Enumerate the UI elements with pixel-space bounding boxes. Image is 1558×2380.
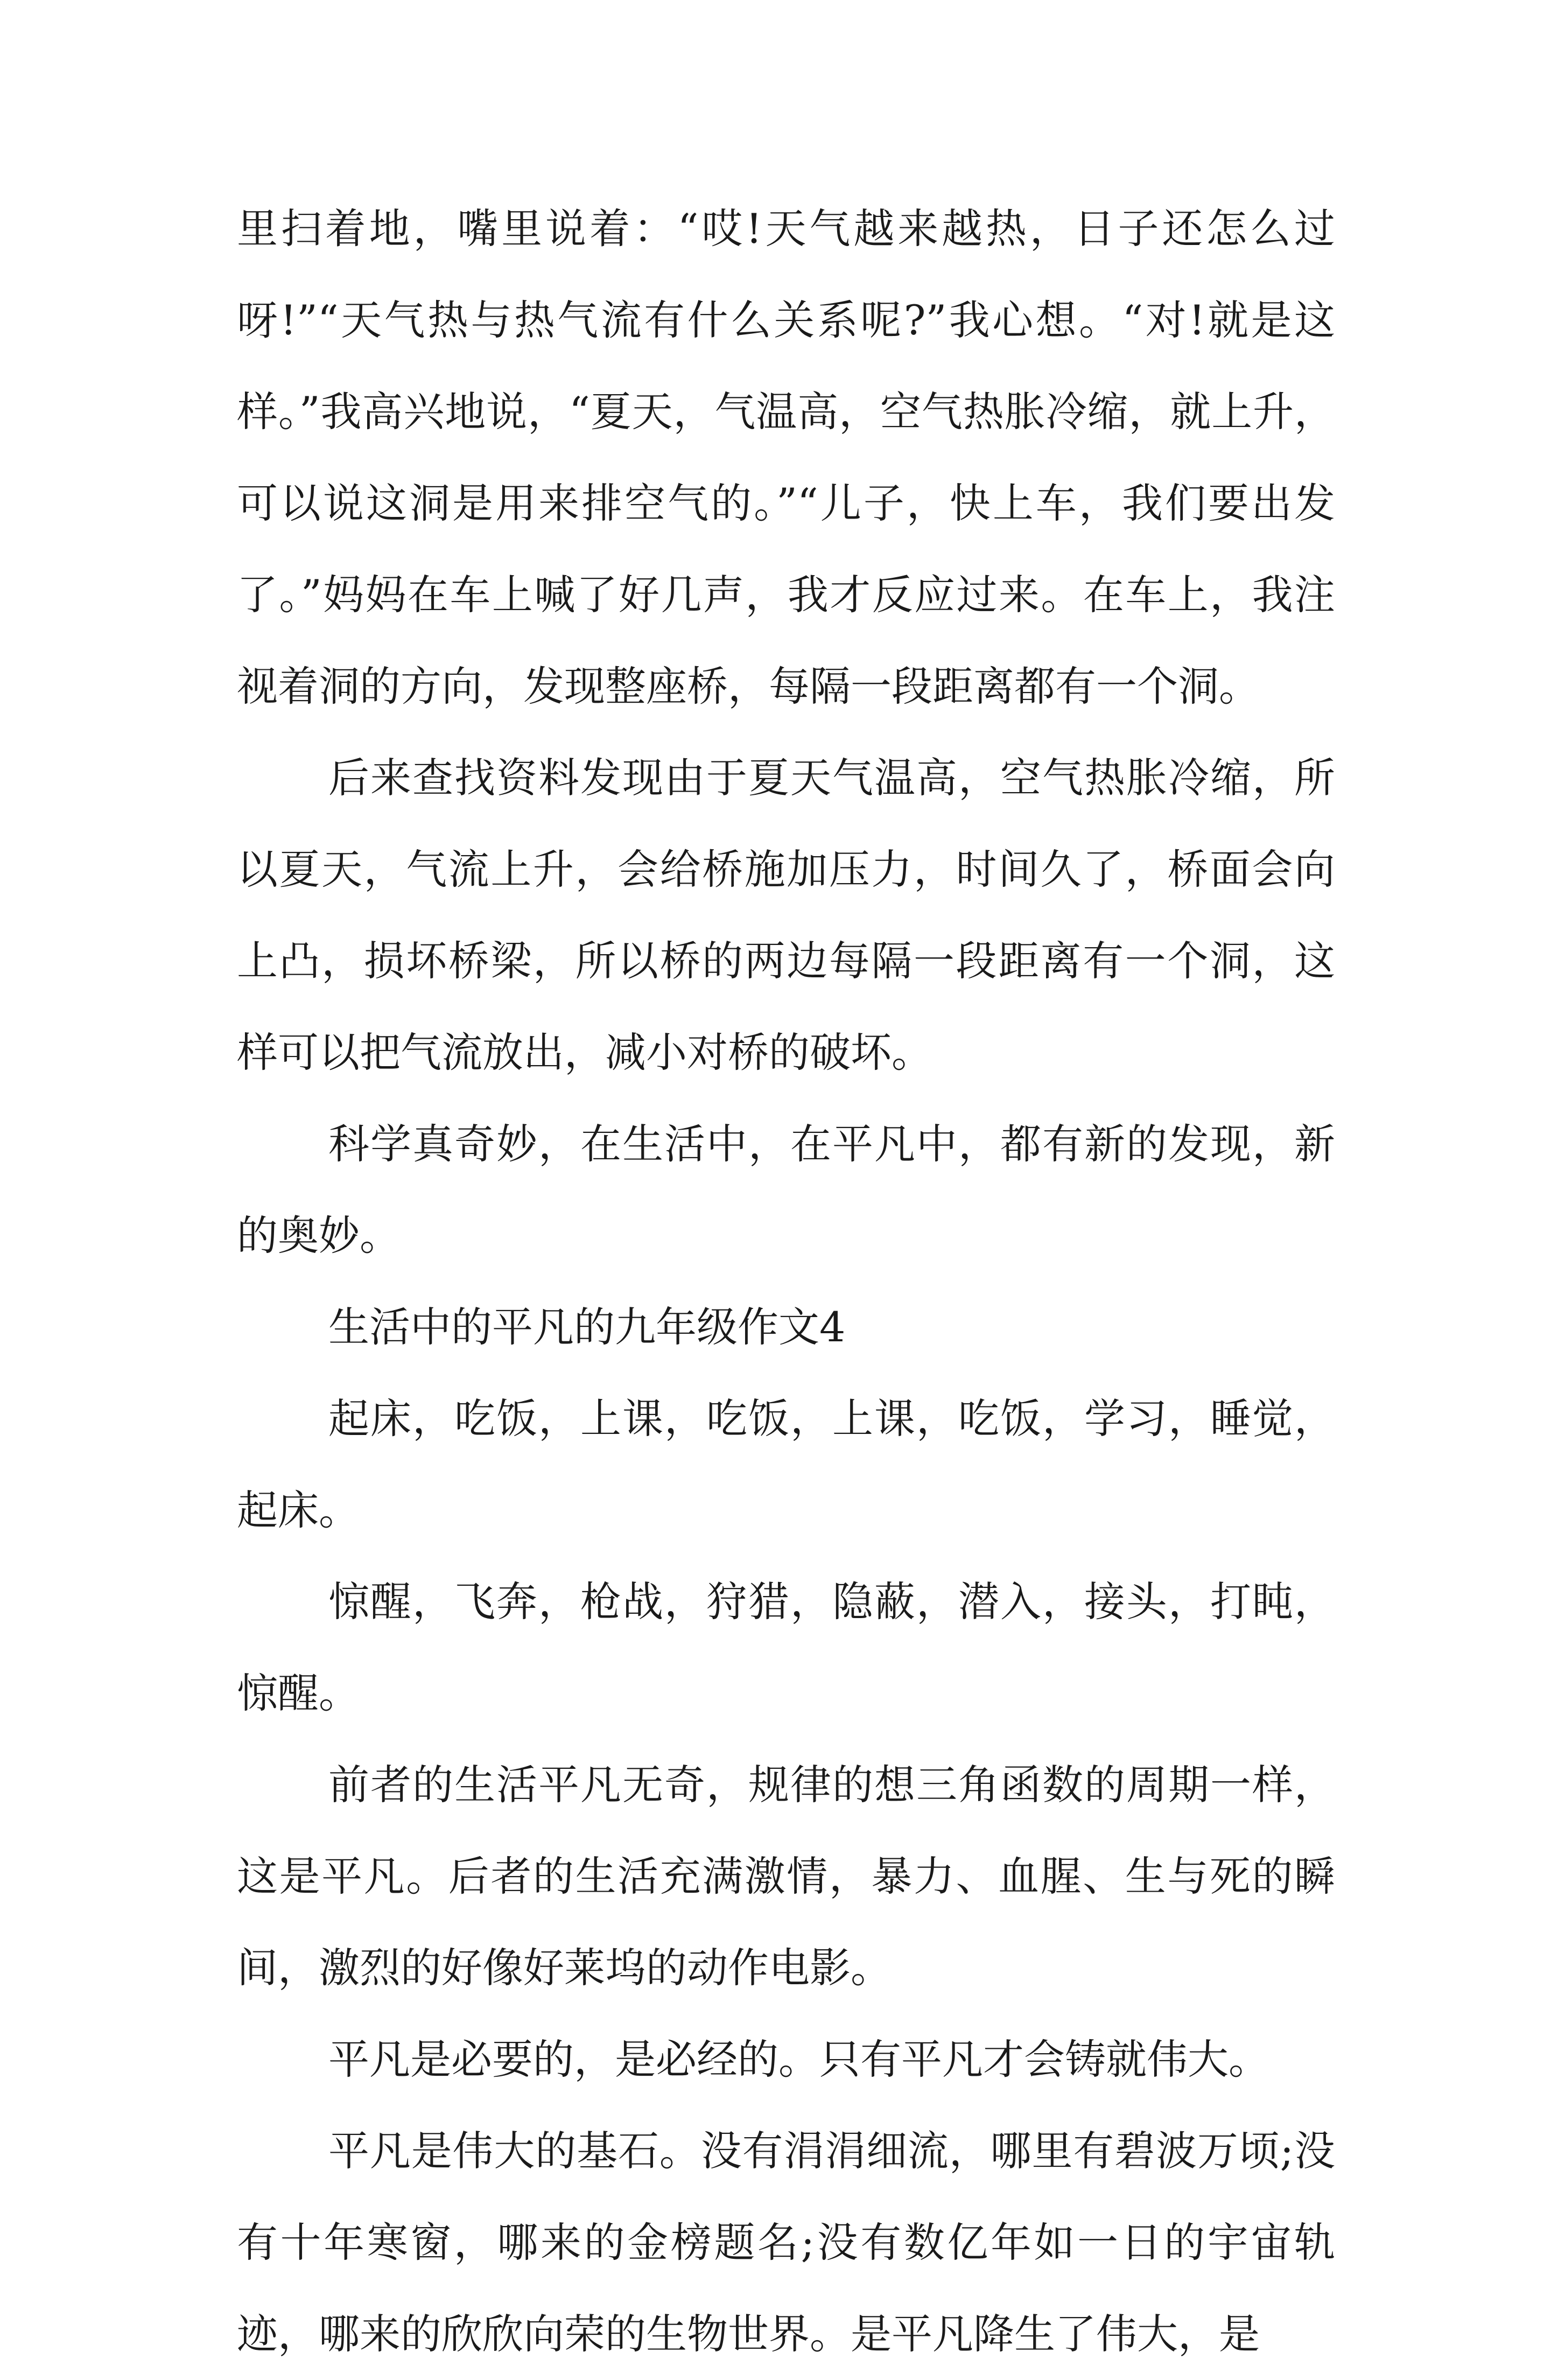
document-body	[237, 183, 1335, 2380]
paragraph-3: 科学真奇妙，在生活中，在平凡中，都有新的发现，新的奥妙。	[237, 1120, 1335, 1259]
paragraph-8: 平凡是必要的，是必经的。只有平凡才会铸就伟大。	[328, 2035, 1269, 2083]
paragraph-6: 惊醒，飞奔，枪战，狩猎，隐蔽，潜入，接头，打盹，惊醒。	[237, 1578, 1335, 1717]
section-heading: 生活中的平凡的九年级作文4	[328, 1303, 846, 1351]
paragraph-5: 起床，吃饭，上课，吃饭，上课，吃饭，学习，睡觉，起床。	[237, 1395, 1335, 1534]
paragraph-9: 平凡是伟大的基石。没有涓涓细流，哪里有碧波万顷;没有十年寒窗，哪来的金榜题名;没有数亿年如一日的宇宙轨迹，哪来的欣欣向荣的生物世界。是平凡降生了伟大，是	[237, 2127, 1335, 2358]
paragraph-7: 前者的生活平凡无奇，规律的想三角函数的周期一样，这是平凡。后者的生活充满激情，暴力、血腥、生与死的瞬间，激烈的好像好莱坞的动作电影。	[237, 1761, 1335, 1992]
paragraph-2: 后来查找资料发现由于夏天气温高，空气热胀冷缩，所以夏天，气流上升，会给桥施加压力，时间久了，桥面会向上凸，损坏桥梁，所以桥的两边每隔一段距离有一个洞，这样可以把气流放出，减小对桥的破坏。	[237, 754, 1335, 1076]
paragraph-1: 里扫着地，嘴里说着：“哎!天气越来越热，日子还怎么过呀!”“天气热与热气流有什么关系呢?”我心想。“对!就是这样。”我高兴地说，“夏天，气温高，空气热胀冷缩，就上升，可以说这洞是用来排空气的。”“儿子，快上车，我们要出发了。”妈妈在车上喊了好几声，我才反应过来。在车上，我注视着洞的方向，发现整座桥，每隔一段距离都有一个洞。	[237, 205, 1335, 710]
